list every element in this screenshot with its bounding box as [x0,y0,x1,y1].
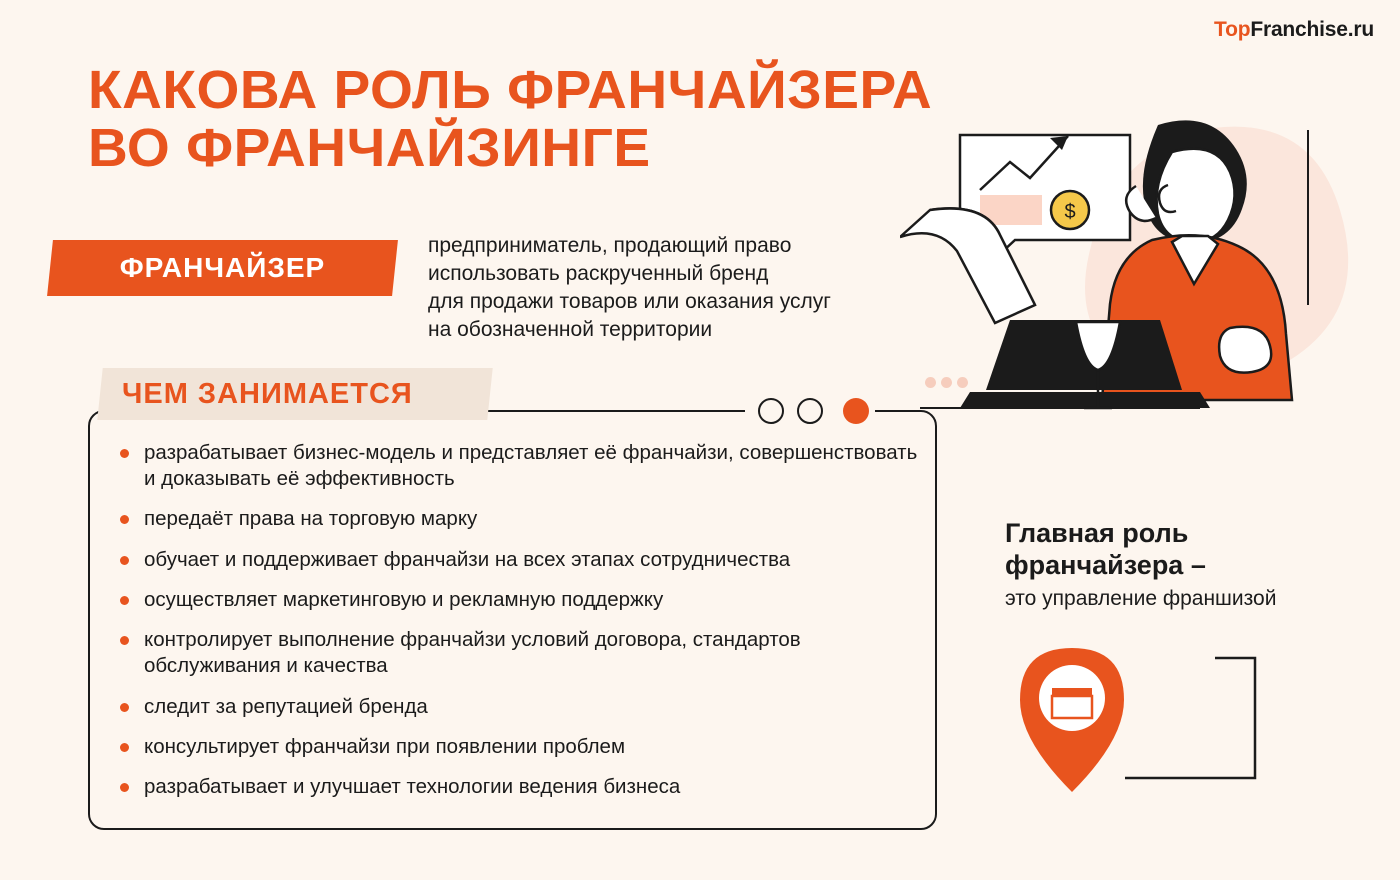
franchisor-definition-line-3: для продажи товаров или оказания услуг [428,289,831,313]
franchisor-tag-label: ФРАНЧАЙЗЕР [119,252,326,283]
main-role-title-line1: Главная роль [1005,518,1189,548]
logo-rest: Franchise.ru [1250,18,1374,41]
location-pin-shop-icon [1000,640,1260,830]
connector-dot-solid [843,398,869,424]
list-item: консультирует франчайзи при появлении проблем [112,734,922,760]
franchisor-tag [47,240,398,296]
list-item: контролирует выполнение франчайзи условий договора, стандартов обслуживания и качества [112,627,922,679]
franchisor-definition-line-2: использовать раскрученный бренд [428,261,769,285]
list-item: обучает и поддерживает франчайзи на всех этапах сотрудничества [112,547,922,573]
franchisor-definition [428,232,928,344]
main-role-block [1005,518,1375,612]
illustration-businessman [900,90,1380,450]
page-title-line1: КАКОВА РОЛЬ ФРАНЧАЙЗЕРА [88,60,933,120]
list-item: осуществляет маркетинговую и рекламную поддержку [112,587,922,613]
logo-top: Top [1214,18,1251,41]
list-item: следит за репутацией бренда [112,694,922,720]
franchisor-definition-line-4: на обозначенной территории [428,317,713,341]
main-role-title-line2: франчайзера – [1005,549,1206,580]
connector-dot-hollow-1 [758,398,784,424]
activities-tag [97,368,492,420]
connector-dot-hollow-2 [797,398,823,424]
activities-tag-label: ЧЕМ ЗАНИМАЕТСЯ [122,377,413,410]
list-item: передаёт права на торговую марку [112,506,922,532]
svg-text:$: $ [1064,201,1076,223]
activities-list [112,440,922,814]
page-title [88,62,935,178]
franchisor-definition-line-1: предприниматель, продающий право [428,234,792,257]
list-item: разрабатывает бизнес-модель и представляет её франчайзи, совершенствовать и доказывать её эффективность [112,440,922,492]
page-title-line2: ВО ФРАНЧАЙЗИНГЕ [88,117,651,178]
main-role-subtitle: это управление франшизой [1005,586,1277,610]
site-logo[interactable] [1214,18,1374,42]
list-item: разрабатывает и улучшает технологии ведения бизнеса [112,774,922,800]
